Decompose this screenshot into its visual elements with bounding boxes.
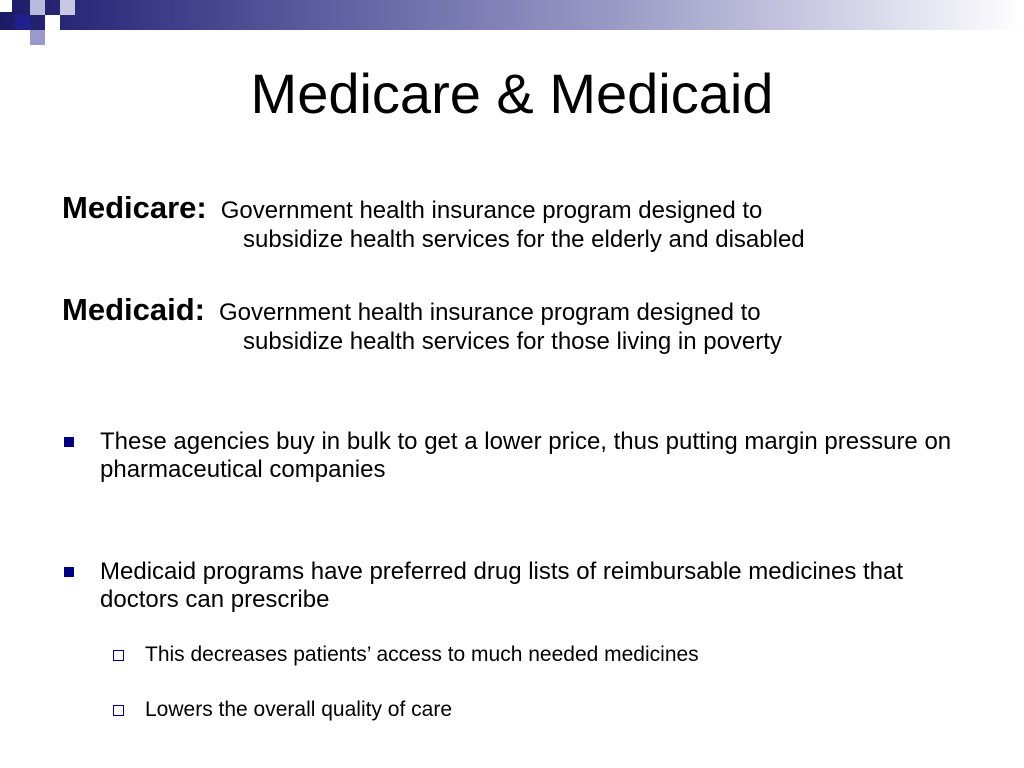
definition-text-line: subsidize health services for those living in poverty: [243, 328, 782, 355]
sub-bullet-item: [113, 642, 973, 668]
definition-medicaid: [62, 292, 962, 356]
slide-title: Medicare & Medicaid: [250, 62, 774, 125]
header-decoration-square: [30, 0, 45, 15]
bullet-item: [62, 558, 982, 614]
header-decoration-square: [60, 0, 75, 15]
sub-bullet-list: [113, 642, 973, 668]
definition-medicare: [62, 190, 962, 254]
bullet-text: These agencies buy in bulk to get a lower price, thus putting margin pressure on pharmaceutical companies: [100, 428, 952, 483]
hollow-square-bullet-icon: [113, 705, 124, 716]
filled-square-bullet-icon: [64, 437, 74, 447]
bullet-list: [62, 428, 982, 484]
bullet-list: [62, 558, 982, 614]
filled-square-bullet-icon: [64, 567, 74, 577]
sub-bullet-list: [113, 697, 973, 723]
sub-bullet-item: [113, 697, 973, 723]
definition-term: Medicare:: [62, 190, 207, 225]
header-decoration-square: [30, 30, 45, 45]
definition-text-line: subsidize health services for the elderly and disabled: [243, 226, 805, 253]
bullet-item: [62, 428, 982, 484]
definition-text-line: Government health insurance program designed to: [220, 197, 763, 224]
header-gradient-bar: [0, 0, 1024, 30]
hollow-square-bullet-icon: [113, 650, 124, 661]
header-decoration-square: [45, 15, 60, 30]
sub-bullet-text: This decreases patients’ access to much needed medicines: [145, 643, 699, 666]
sub-bullet-text: Lowers the overall quality of care: [145, 698, 452, 721]
header-decoration-square: [0, 0, 12, 12]
definition-text-line: Government health insurance program designed to: [218, 299, 761, 326]
header-decoration-square: [15, 15, 30, 30]
header-decoration-square: [0, 30, 15, 45]
bullet-text: Medicaid programs have preferred drug lists of reimbursable medicines that doctors can prescribe: [100, 558, 904, 613]
definition-term: Medicaid:: [62, 292, 205, 327]
